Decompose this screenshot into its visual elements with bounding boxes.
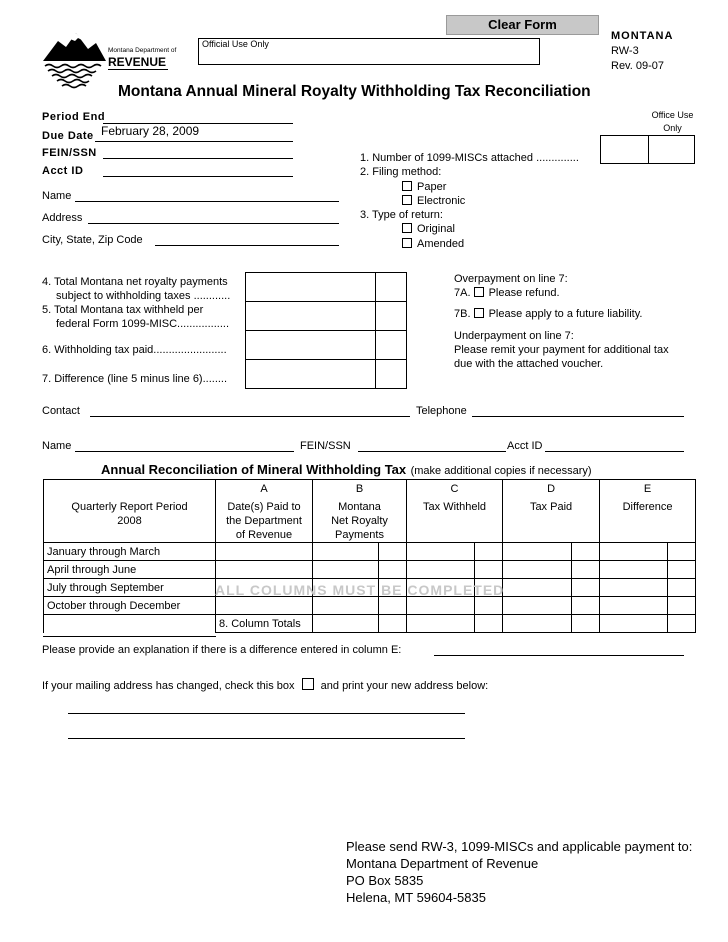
line7-label: 7. Difference (line 5 minus line 6)........ <box>42 373 228 385</box>
cell-b[interactable] <box>313 561 379 579</box>
city-state-zip-label: City, State, Zip Code <box>42 234 143 246</box>
cell-d-cents[interactable] <box>572 597 600 615</box>
line4-cents[interactable] <box>375 272 407 302</box>
q2-label: 2. Filing method: <box>360 166 442 178</box>
cell-e[interactable] <box>600 543 668 561</box>
total-c-cents[interactable] <box>475 615 503 633</box>
due-date-field[interactable] <box>95 141 293 142</box>
totals-row <box>44 615 696 633</box>
explanation-field[interactable] <box>434 655 684 656</box>
cell-d-cents[interactable] <box>572 579 600 597</box>
official-use-box <box>198 38 540 65</box>
total-d[interactable] <box>503 615 572 633</box>
table-row <box>44 561 696 579</box>
amended-checkbox[interactable] <box>402 238 412 248</box>
official-use-label: Official Use Only <box>202 39 269 49</box>
cell-e-cents[interactable] <box>668 597 696 615</box>
line4-label: 4. Total Montana net royalty payments subject to withholding taxes ............ <box>42 276 231 302</box>
telephone-label: Telephone <box>416 405 467 417</box>
cell-c[interactable] <box>407 561 475 579</box>
explanation-label: Please provide an explanation if there is a difference entered in column E: <box>42 644 402 656</box>
acct2-field[interactable] <box>545 451 684 452</box>
electronic-option[interactable]: Electronic <box>402 195 465 207</box>
cell-e[interactable] <box>600 561 668 579</box>
name2-label: Name <box>42 440 72 452</box>
line6-amount[interactable] <box>245 330 376 360</box>
cell-e-cents[interactable] <box>668 579 696 597</box>
address-change-checkbox[interactable] <box>302 678 314 690</box>
overpayment-title: Overpayment on line 7: <box>454 273 568 285</box>
acct-id-label: Acct ID <box>42 165 84 177</box>
address-label: Address <box>42 212 83 224</box>
period-header: Quarterly Report Period 2008 <box>44 480 216 543</box>
fein2-field[interactable] <box>358 451 506 452</box>
cell-c[interactable] <box>407 597 475 615</box>
due-date-label: Due Date <box>42 130 94 142</box>
mailing-instructions: Please send RW-3, 1099-MISCs and applicable payment to: Montana Department of Revenue PO Box 5835 Helena, MT 59604-5835 <box>346 839 693 905</box>
reconciliation-table <box>43 479 696 633</box>
state-label: MONTANA <box>611 30 674 42</box>
cell-b-cents[interactable] <box>379 561 407 579</box>
row-period-label: October through December <box>44 597 216 615</box>
cell-c-cents[interactable] <box>475 561 503 579</box>
electronic-checkbox[interactable] <box>402 195 412 205</box>
total-e[interactable] <box>600 615 668 633</box>
office-use-box-1 <box>600 135 649 164</box>
totals-spacer <box>44 615 216 633</box>
fein2-label: FEIN/SSN <box>300 440 351 452</box>
due-date-value: February 28, 2009 <box>101 124 200 138</box>
period-end-label: Period End <box>42 111 106 123</box>
paper-option[interactable]: Paper <box>402 181 446 193</box>
all-columns-watermark: ALL COLUMNS MUST BE COMPLETED <box>215 582 505 598</box>
form-code: RW-3 <box>611 45 639 57</box>
form-revision: Rev. 09-07 <box>611 60 664 72</box>
logo-revenue-text: REVENUE <box>108 55 167 69</box>
new-address-line-1[interactable] <box>68 713 465 714</box>
clear-form-button[interactable]: Clear Form <box>446 15 599 35</box>
col-c-header: C Tax Withheld <box>407 480 503 543</box>
cell-c-cents[interactable] <box>475 597 503 615</box>
refund-option[interactable]: 7A. Please refund. <box>454 287 560 299</box>
address-change-row: If your mailing address has changed, check this box and print your new address below: <box>42 680 489 692</box>
cell-e[interactable] <box>600 579 668 597</box>
reconciliation-title: Annual Reconciliation of Mineral Withholding Tax (make additional copies if necessary) <box>101 462 592 477</box>
line4-amount[interactable] <box>245 272 376 302</box>
row-period-label: July through September <box>44 579 216 597</box>
line6-cents[interactable] <box>375 330 407 360</box>
cell-d[interactable] <box>503 597 572 615</box>
column-totals-label: 8. Column Totals <box>216 615 313 633</box>
cell-d-cents[interactable] <box>572 543 600 561</box>
line7-cents[interactable] <box>375 359 407 389</box>
office-use-label: Office Use Only <box>651 110 694 133</box>
city-state-zip-field[interactable] <box>155 245 339 246</box>
line5-amount[interactable] <box>245 301 376 331</box>
line5-cents[interactable] <box>375 301 407 331</box>
address-field[interactable] <box>88 223 339 224</box>
total-c[interactable] <box>407 615 475 633</box>
table-bottom-border <box>43 636 216 637</box>
cell-d[interactable] <box>503 579 572 597</box>
col-b-header: B Montana Net Royalty Payments <box>313 480 407 543</box>
total-e-cents[interactable] <box>668 615 696 633</box>
fein-field[interactable] <box>103 158 293 159</box>
table-row <box>44 597 696 615</box>
cell-b-cents[interactable] <box>379 543 407 561</box>
name-field[interactable] <box>75 201 339 202</box>
q3-label: 3. Type of return: <box>360 209 443 221</box>
future-liability-option[interactable]: 7B. Please apply to a future liability. <box>454 308 643 320</box>
row-period-label: April through June <box>44 561 216 579</box>
table-row <box>44 543 696 561</box>
cell-e-cents[interactable] <box>668 543 696 561</box>
row-period-label: January through March <box>44 543 216 561</box>
cell-d[interactable] <box>503 561 572 579</box>
paper-checkbox[interactable] <box>402 181 412 191</box>
new-address-line-2[interactable] <box>68 738 465 739</box>
name-label: Name <box>42 190 72 202</box>
cell-b[interactable] <box>313 543 379 561</box>
col-a-header: A Date(s) Paid to the Department of Revenue <box>216 480 313 543</box>
underpayment-line1: Please remit your payment for additional tax <box>454 344 669 356</box>
col-e-header: E Difference <box>600 480 696 543</box>
col-d-header: D Tax Paid <box>503 480 600 543</box>
cell-a[interactable] <box>216 561 313 579</box>
cell-c[interactable] <box>407 543 475 561</box>
cell-a[interactable] <box>216 597 313 615</box>
office-use-box-2 <box>648 135 695 164</box>
underpayment-title: Underpayment on line 7: <box>454 330 574 342</box>
cell-b[interactable] <box>313 597 379 615</box>
cell-d[interactable] <box>503 543 572 561</box>
line5-label: 5. Total Montana tax withheld per federal Form 1099-MISC................. <box>42 304 229 330</box>
cell-c-cents[interactable] <box>475 543 503 561</box>
line7-amount[interactable] <box>245 359 376 389</box>
acct-id-field[interactable] <box>103 176 293 177</box>
form-title: Montana Annual Mineral Royalty Withholding Tax Reconciliation <box>118 83 591 100</box>
original-option[interactable]: Original <box>402 223 455 235</box>
logo-dept-text: Montana Department of <box>108 47 177 54</box>
cell-e[interactable] <box>600 597 668 615</box>
total-b[interactable] <box>313 615 379 633</box>
cell-d-cents[interactable] <box>572 561 600 579</box>
amended-option[interactable]: Amended <box>402 238 464 250</box>
future-liability-checkbox[interactable] <box>474 308 484 318</box>
line6-label: 6. Withholding tax paid........................ <box>42 344 227 356</box>
q1-label: 1. Number of 1099-MISCs attached .............. <box>360 152 579 164</box>
original-checkbox[interactable] <box>402 223 412 233</box>
acct2-label: Acct ID <box>507 440 543 452</box>
telephone-field[interactable] <box>472 416 684 417</box>
contact-field[interactable] <box>90 416 410 417</box>
table-header-row <box>44 480 696 543</box>
total-b-cents[interactable] <box>379 615 407 633</box>
refund-checkbox[interactable] <box>474 287 484 297</box>
cell-a[interactable] <box>216 543 313 561</box>
underpayment-line2: due with the attached voucher. <box>454 358 604 370</box>
cell-b-cents[interactable] <box>379 597 407 615</box>
cell-e-cents[interactable] <box>668 561 696 579</box>
name2-field[interactable] <box>75 451 294 452</box>
total-d-cents[interactable] <box>572 615 600 633</box>
fein-label: FEIN/SSN <box>42 147 97 159</box>
contact-label: Contact <box>42 405 80 417</box>
